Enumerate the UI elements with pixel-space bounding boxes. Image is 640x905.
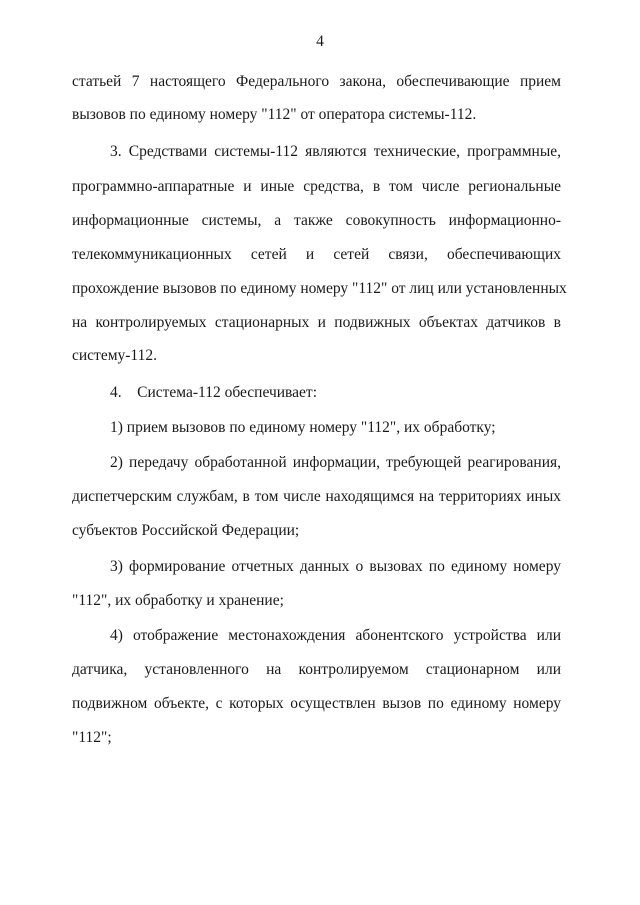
- text-line: систему-112.: [72, 347, 157, 364]
- text-line: 2) передачу обработанной информации, требующей реагирования,: [110, 454, 561, 471]
- text-line: 4) отображение местонахождения абонентского устройства или: [110, 627, 561, 644]
- text-line: вызовов по единому номеру "112" от оператора системы-112.: [72, 106, 477, 123]
- text-line: "112";: [72, 729, 112, 746]
- text-line: программно-аппаратные и иные средства, в том числе региональные: [72, 178, 561, 195]
- page-number: 4: [316, 33, 324, 50]
- text-line: на контролируемых стационарных и подвижных объектах датчиков в: [72, 314, 561, 331]
- text-line: 1) прием вызовов по единому номеру "112", их обработку;: [110, 419, 496, 436]
- text-line: датчика, установленного на контролируемом стационарном или: [72, 661, 561, 678]
- text-line: 3) формирование отчетных данных о вызовах по единому номеру: [110, 558, 561, 575]
- text-line: информационные системы, а также совокупность информационно-: [72, 212, 561, 229]
- text-line: статьей 7 настоящего Федерального закона, обеспечивающие прием: [72, 73, 561, 90]
- text-line: прохождение вызовов по единому номеру "112" от лиц или установленных: [72, 280, 567, 297]
- text-line: 3. Средствами системы-112 являются технические, программные,: [110, 143, 561, 160]
- text-line: подвижном объекте, с которых осуществлен вызов по единому номеру: [72, 695, 561, 712]
- text-line: телекоммуникационных сетей и сетей связи, обеспечивающих: [72, 246, 561, 263]
- text-line: "112", их обработку и хранение;: [72, 592, 284, 609]
- text-line: 4. Система-112 обеспечивает:: [110, 384, 317, 401]
- text-line: диспетчерским службам, в том числе находящимся на территориях иных: [72, 488, 561, 505]
- text-line: субъектов Российской Федерации;: [72, 522, 300, 539]
